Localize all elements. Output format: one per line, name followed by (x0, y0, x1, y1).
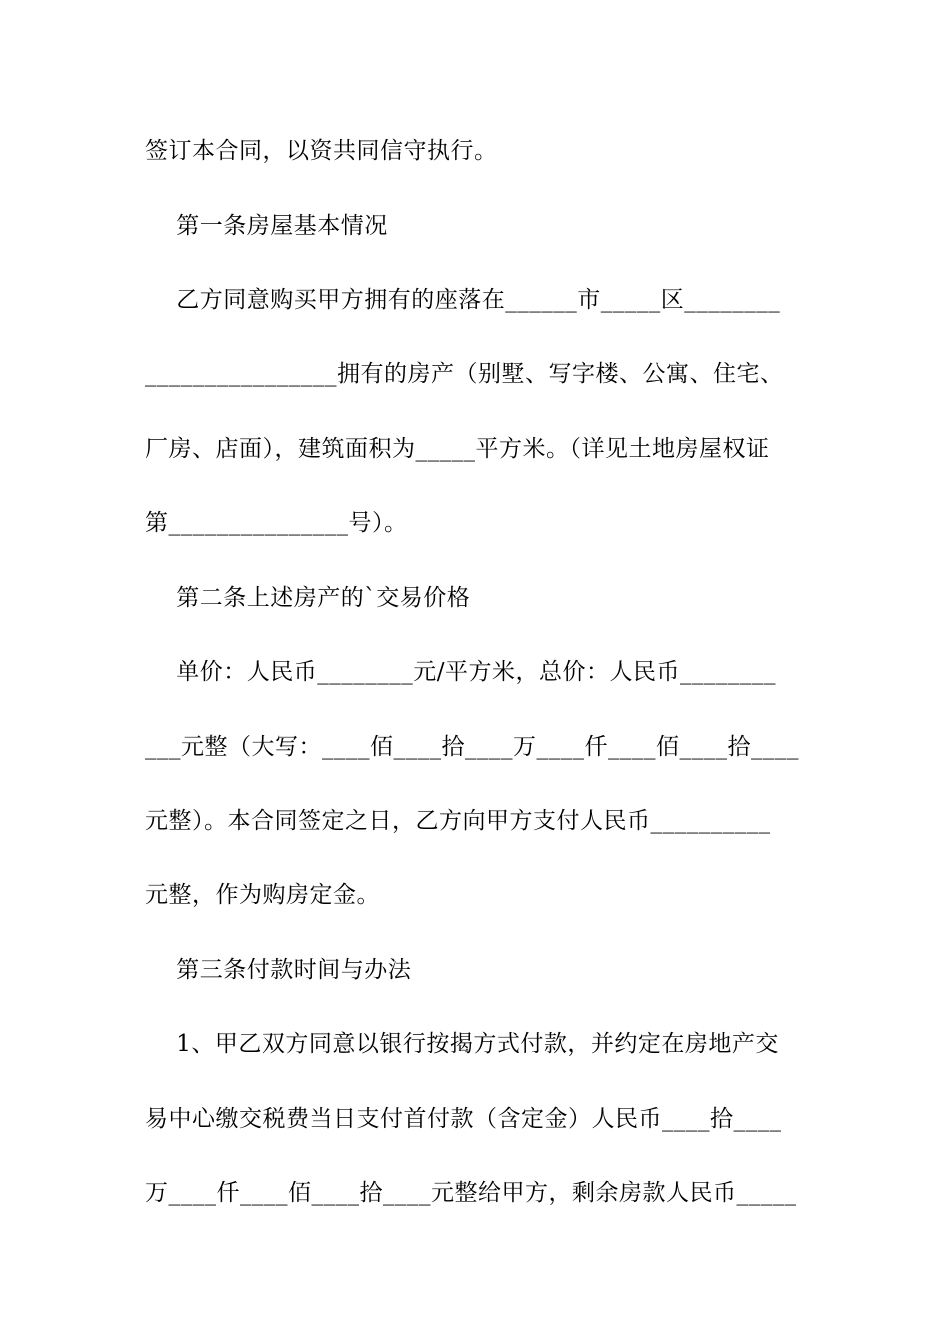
text-line-13: 1、甲乙双方同意以银行按揭方式付款，并约定在房地产交 (145, 1031, 779, 1057)
text-line-9: ___元整（大写：____佰____拾____万____仟____佰____拾____ (145, 734, 799, 760)
text-line-3: 乙方同意购买甲方拥有的座落在______市_____区________ (145, 287, 781, 313)
text-line-15: 万____仟____佰____拾____元整给甲方，剩余房款人民币_____ (145, 1180, 797, 1206)
section-heading-3: 第三条付款时间与办法 (145, 957, 412, 983)
text-line-10: 元整）。本合同签定之日，乙方向甲方支付人民币__________ (145, 808, 771, 834)
text-line-1: 签订本合同，以资共同信守执行。 (145, 138, 498, 164)
text-line-8: 单价：人民币________元/平方米，总价：人民币________ (145, 659, 776, 685)
section-heading-2: 第二条上述房产的`交易价格 (145, 585, 471, 611)
text-line-5: 厂房、店面），建筑面积为_____平方米。（详见土地房屋权证 (145, 436, 770, 462)
section-heading-1: 第一条房屋基本情况 (145, 213, 388, 239)
text-line-11: 元整，作为购房定金。 (145, 882, 380, 908)
text-line-6: 第_______________号）。 (145, 510, 408, 536)
text-line-14: 易中心缴交税费当日支付首付款（含定金）人民币____拾____ (145, 1106, 782, 1132)
text-line-4: ________________拥有的房产（别墅、写字楼、公寓、住宅、 (145, 361, 784, 387)
